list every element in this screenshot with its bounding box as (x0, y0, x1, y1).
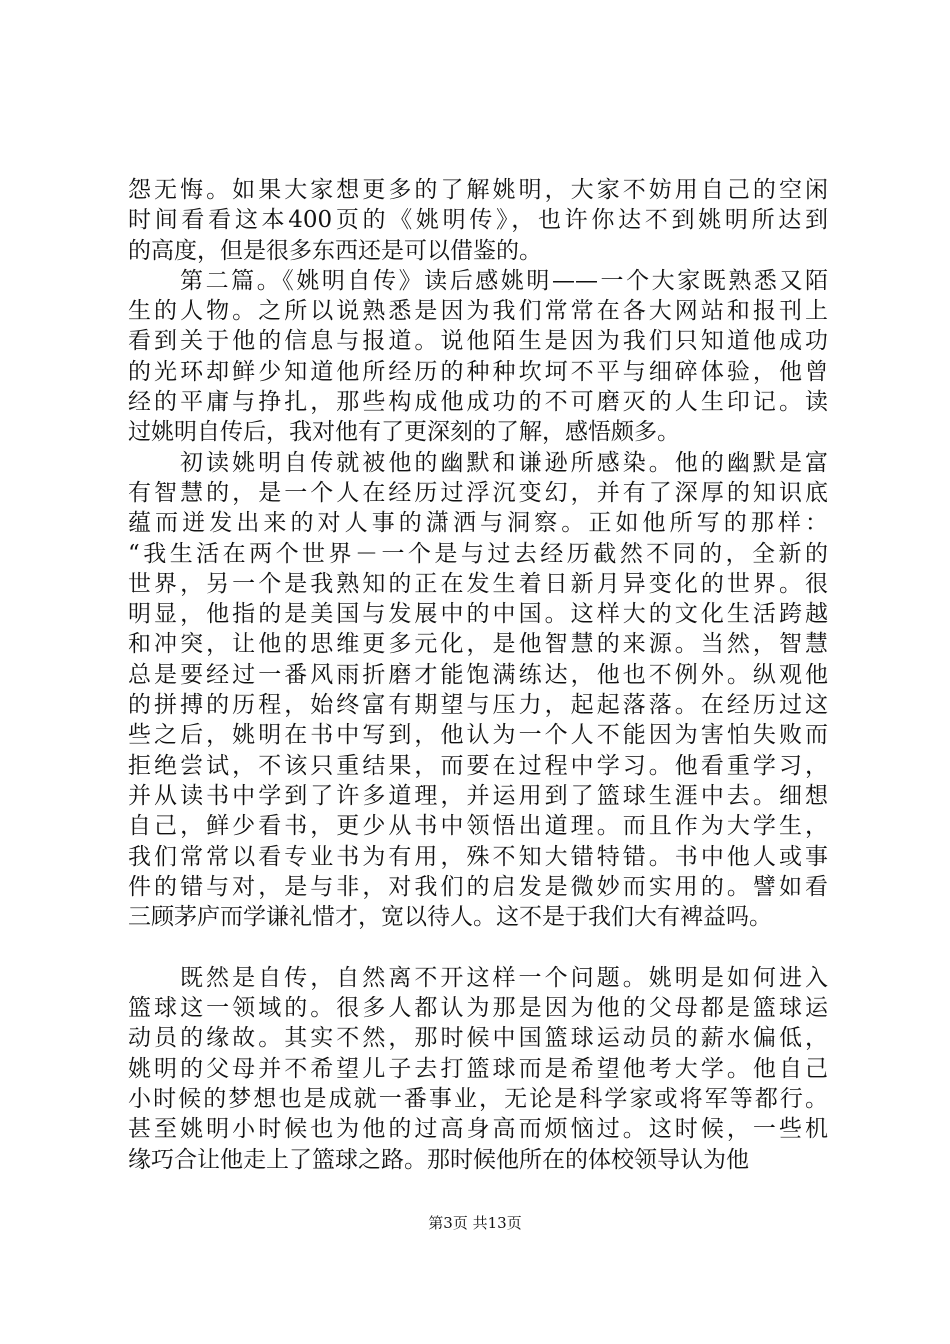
text-line: 拒绝尝试，不该只重结果，而要在过程中学习。他看重学习， (128, 752, 828, 779)
paragraph (128, 175, 828, 266)
text-line: 既然是自传，自然离不开这样一个问题。姚明是如何进入 (180, 964, 828, 991)
text-line: 和冲突，让他的思维更多元化，是他智慧的来源。当然，智慧 (128, 631, 828, 658)
text-line: 的光环却鲜少知道他所经历的种种坎坷不平与细碎体验，他曾 (128, 358, 828, 385)
text-line: 明显，他指的是美国与发展中的中国。这样大的文化生活跨越 (128, 601, 828, 628)
text-line: 姚明的父母并不希望儿子去打篮球而是希望他考大学。他自己 (128, 1055, 828, 1082)
text-line: 有智慧的，是一个人在经历过浮沉变幻，并有了深厚的知识底 (128, 479, 828, 506)
text-line: 动员的缘故。其实不然，那时候中国篮球运动员的薪水偏低， (128, 1025, 828, 1052)
paragraph (128, 448, 828, 933)
page-footer: 第3页 共13页 (428, 1214, 522, 1232)
text-line: 第二篇。《姚明自传》读后感姚明——一个大家既熟悉又陌 (180, 267, 828, 294)
text-line: 缘巧合让他走上了篮球之路。那时候他所在的体校领导认为他 (128, 1146, 749, 1173)
text-line: 我们常常以看专业书为有用，殊不知大错特错。书中他人或事 (128, 843, 828, 870)
text-line: 甚至姚明小时候也为他的过高身高而烦恼过。这时候，一些机 (128, 1116, 828, 1143)
text-line: 蕴而迸发出来的对人事的潇洒与洞察。正如他所写的那样： (128, 510, 828, 537)
paragraph-gap (128, 932, 828, 962)
text-line: 看到关于他的信息与报道。说他陌生是因为我们只知道他成功 (128, 328, 828, 355)
paragraph (128, 963, 828, 1175)
text-line: 怨无悔。如果大家想更多的了解姚明，大家不妨用自己的空闲 (128, 177, 828, 203)
text-line: 世界，另一个是我熟知的正在发生着日新月异变化的世界。很 (128, 570, 828, 597)
text-line: 小时候的梦想也是成就一番事业，无论是科学家或将军等都行。 (128, 1085, 828, 1112)
text-line: 总是要经过一番风雨折磨才能饱满练达，他也不例外。纵观他 (128, 661, 828, 688)
text-line: 篮球这一领域的。很多人都认为那是因为他的父母都是篮球运 (128, 995, 828, 1022)
text-line: 时间看看这本400页的《姚明传》，也许你达不到姚明所达到 (128, 207, 828, 234)
text-line: 经的平庸与挣扎，那些构成他成功的不可磨灭的人生印记。读 (128, 389, 828, 416)
text-line: 的高度，但是很多东西还是可以借鉴的。 (128, 237, 542, 264)
text-line: 件的错与对，是与非，对我们的启发是微妙而实用的。譬如看 (128, 873, 828, 900)
text-line: 并从读书中学到了许多道理，并运用到了篮球生涯中去。细想 (128, 782, 828, 809)
text-line: 过姚明自传后，我对他有了更深刻的了解，感悟颇多。 (128, 419, 680, 446)
text-line: 的拼搏的历程，始终富有期望与压力，起起落落。在经历过这 (128, 692, 828, 719)
text-line: “我生活在两个世界－一个是与过去经历截然不同的，全新的 (128, 540, 828, 567)
text-line: 生的人物。之所以说熟悉是因为我们常常在各大网站和报刊上 (128, 298, 828, 325)
text-line: 初读姚明自传就被他的幽默和谦逊所感染。他的幽默是富 (180, 449, 828, 476)
text-line: 三顾茅庐而学谦礼惜才，宽以待人。这不是于我们大有裨益吗。 (128, 904, 772, 931)
paragraph (128, 266, 828, 448)
text-line: 自己，鲜少看书，更少从书中领悟出道理。而且作为大学生， (128, 813, 828, 840)
text-line: 些之后，姚明在书中写到，他认为一个人不能因为害怕失败而 (128, 722, 828, 749)
document-body (128, 175, 828, 1175)
